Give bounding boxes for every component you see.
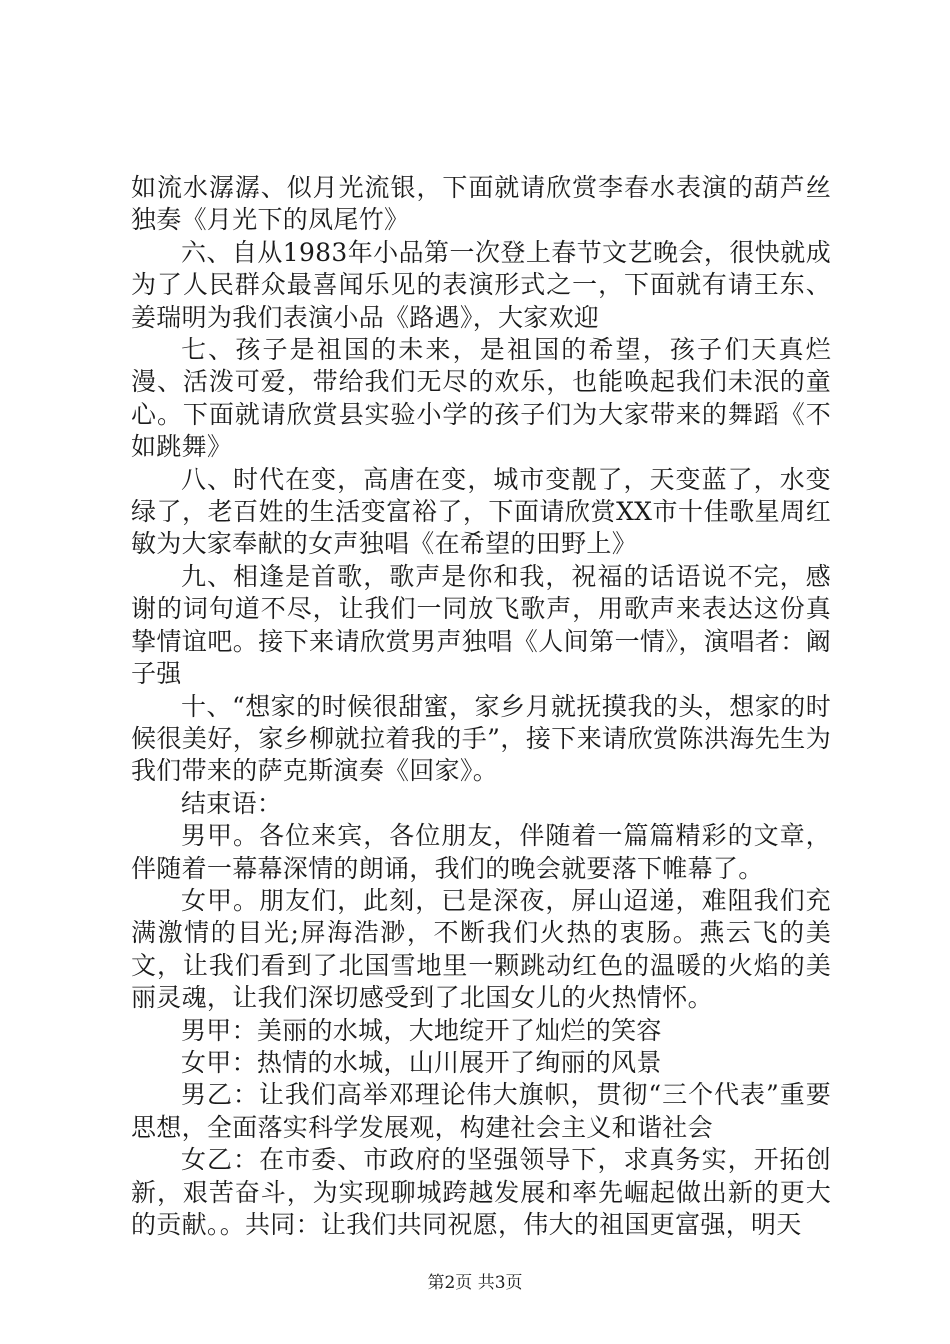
paragraph: 六、自从1983年小品第一次登上春节文艺晚会，很快就成为了人民群众最喜闻乐见的表演形式之一，下面就有请王东、姜瑞明为我们表演小品《路遇》，大家欢迎 [131, 237, 831, 332]
paragraph: 十、“想家的时候很甜蜜，家乡月就抚摸我的头，想家的时候很美好，家乡柳就拉着我的手”，接下来请欣赏陈洪海先生为我们带来的萨克斯演奏《回家》。 [131, 691, 831, 786]
paragraph: 八、时代在变，高唐在变，城市变靓了，天变蓝了，水变绿了，老百姓的生活变富裕了，下面请欣赏XX市十佳歌星周红敏为大家奉献的女声独唱《在希望的田野上》 [131, 464, 831, 559]
paragraph: 女乙：在市委、市政府的坚强领导下，求真务实，开拓创新，艰苦奋斗，为实现聊城跨越发展和率先崛起做出新的更大的贡献。。共同：让我们共同祝愿，伟大的祖国更富强，明天 [131, 1145, 831, 1239]
paragraph: 九、相逢是首歌，歌声是你和我，祝福的话语说不完，感谢的词句道不尽，让我们一同放飞歌声，用歌声来表达这份真挚情谊吧。接下来请欣赏男声独唱《人间第一情》，演唱者：阚子强 [131, 561, 831, 689]
paragraph: 男甲。各位来宾，各位朋友，伴随着一篇篇精彩的文章，伴随着一幕幕深情的朗诵，我们的晚会就要落下帷幕了。 [131, 821, 831, 883]
page-number-footer: 第2页 共3页 [427, 1273, 523, 1293]
paragraph: 女甲：热情的水城，山川展开了绚丽的风景 [181, 1047, 662, 1077]
document-body [131, 172, 831, 1241]
paragraph: 七、孩子是祖国的未来，是祖国的希望，孩子们天真烂漫、活泼可爱，带给我们无尽的欢乐，也能唤起我们未泯的童心。下面就请欣赏县实验小学的孩子们为大家带来的舞蹈《不如跳舞》 [131, 335, 831, 462]
paragraph: 男甲：美丽的水城，大地绽开了灿烂的笑容 [181, 1015, 662, 1045]
paragraph: 男乙：让我们高举邓理论伟大旗帜，贯彻“三个代表”重要思想，全面落实科学发展观，构建社会主义和谐社会 [131, 1080, 831, 1142]
closing-heading: 结束语： [181, 788, 283, 818]
paragraph: 女甲。朋友们，此刻，已是深夜，屏山迢递，难阻我们充满激情的目光;屏海浩渺，不断我们火热的衷肠。燕云飞的美文，让我们看到了北国雪地里一颗跳动红色的温暖的火焰的美丽灵魂，让我们深切感受到了北国女儿的火热情怀。 [131, 885, 831, 1013]
paragraph: 如流水潺潺、似月光流银，下面就请欣赏李春水表演的葫芦丝独奏《月光下的凤尾竹》 [131, 173, 831, 235]
